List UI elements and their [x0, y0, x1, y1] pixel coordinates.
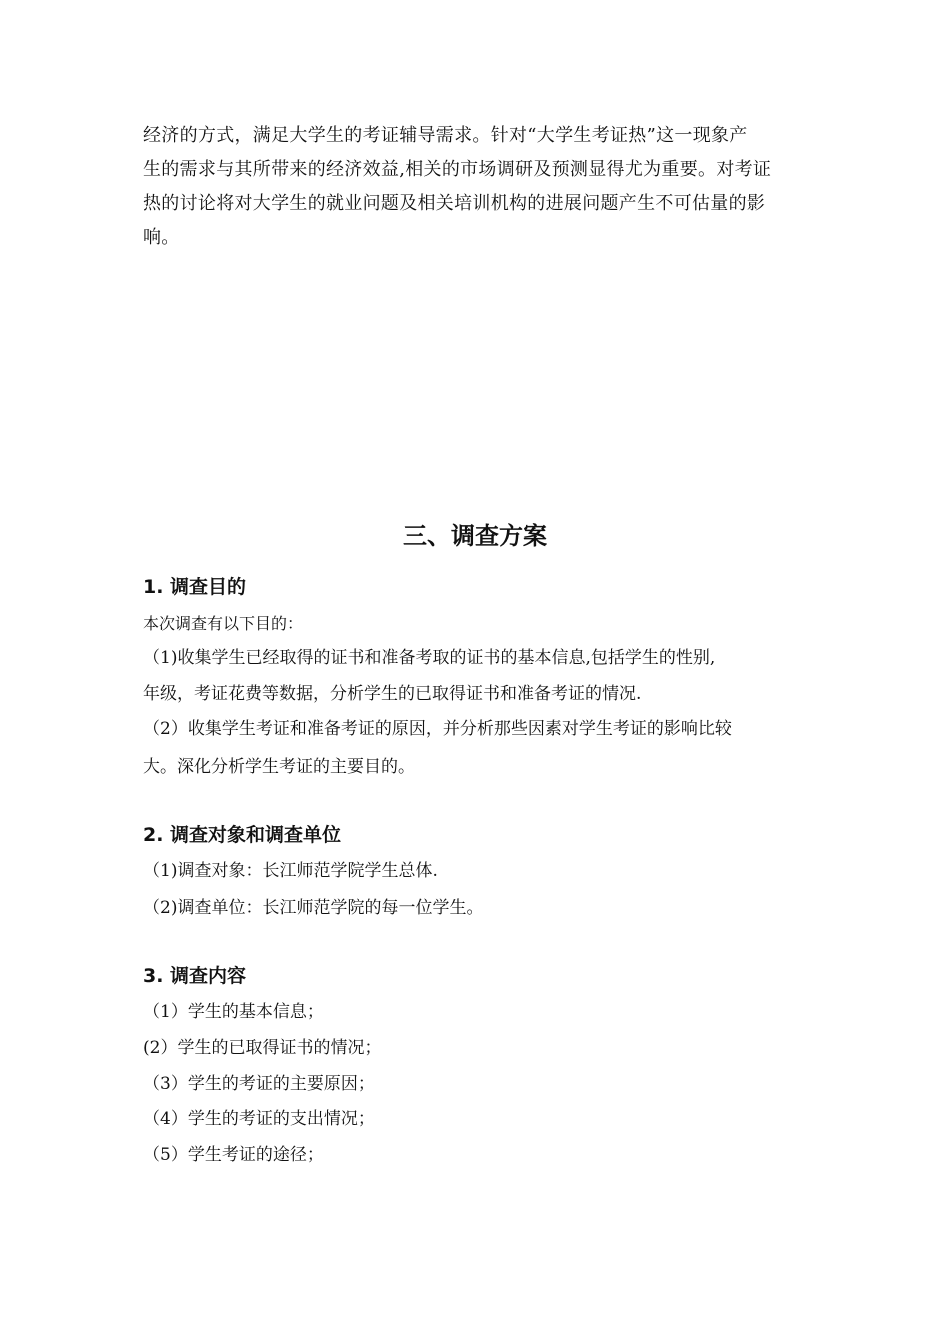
- content-item: （3）学生的考证的主要原因；: [143, 1074, 375, 1094]
- purpose-line: （2）收集学生考证和准备考证的原因，并分析那些因素对学生考证的影响比较: [143, 719, 732, 739]
- content-heading: 3. 调查内容: [143, 965, 247, 987]
- purpose-heading: 1. 调查目的: [143, 576, 247, 598]
- purpose-line: 大。深化分析学生考证的主要目的。: [143, 757, 415, 777]
- purpose-lead: 本次调查有以下目的：: [143, 614, 304, 633]
- purpose-line: 年级，考证花费等数据，分析学生的已取得证书和准备考证的情况.: [143, 684, 642, 704]
- intro-line: 经济的方式，满足大学生的考证辅导需求。针对“大学生考证热”这一现象产: [143, 125, 748, 146]
- objects-line: （1)调查对象：长江师范学院学生总体.: [143, 861, 438, 881]
- intro-paragraph: [143, 119, 815, 255]
- intro-line: 热的讨论将对大学生的就业问题及相关培训机构的进展问题产生不可估量的影: [143, 193, 766, 214]
- content-item: （4）学生的考证的支出情况；: [143, 1109, 375, 1129]
- section-title: 三、调查方案: [403, 522, 547, 550]
- content-item: （5）学生考证的途径；: [143, 1145, 324, 1165]
- objects-heading: 2. 调查对象和调查单位: [143, 824, 342, 846]
- content-item: （1）学生的基本信息；: [143, 1002, 324, 1022]
- objects-line: （2)调查单位：长江师范学院的每一位学生。: [143, 898, 484, 918]
- intro-line: 响。: [143, 227, 180, 248]
- content-item: (2）学生的已取得证书的情况；: [143, 1038, 382, 1058]
- purpose-line: （1)收集学生已经取得的证书和准备考取的证书的基本信息,包括学生的性别,: [143, 648, 716, 668]
- intro-line: 生的需求与其所带来的经济效益,相关的市场调研及预测显得尤为重要。对考证: [143, 159, 772, 180]
